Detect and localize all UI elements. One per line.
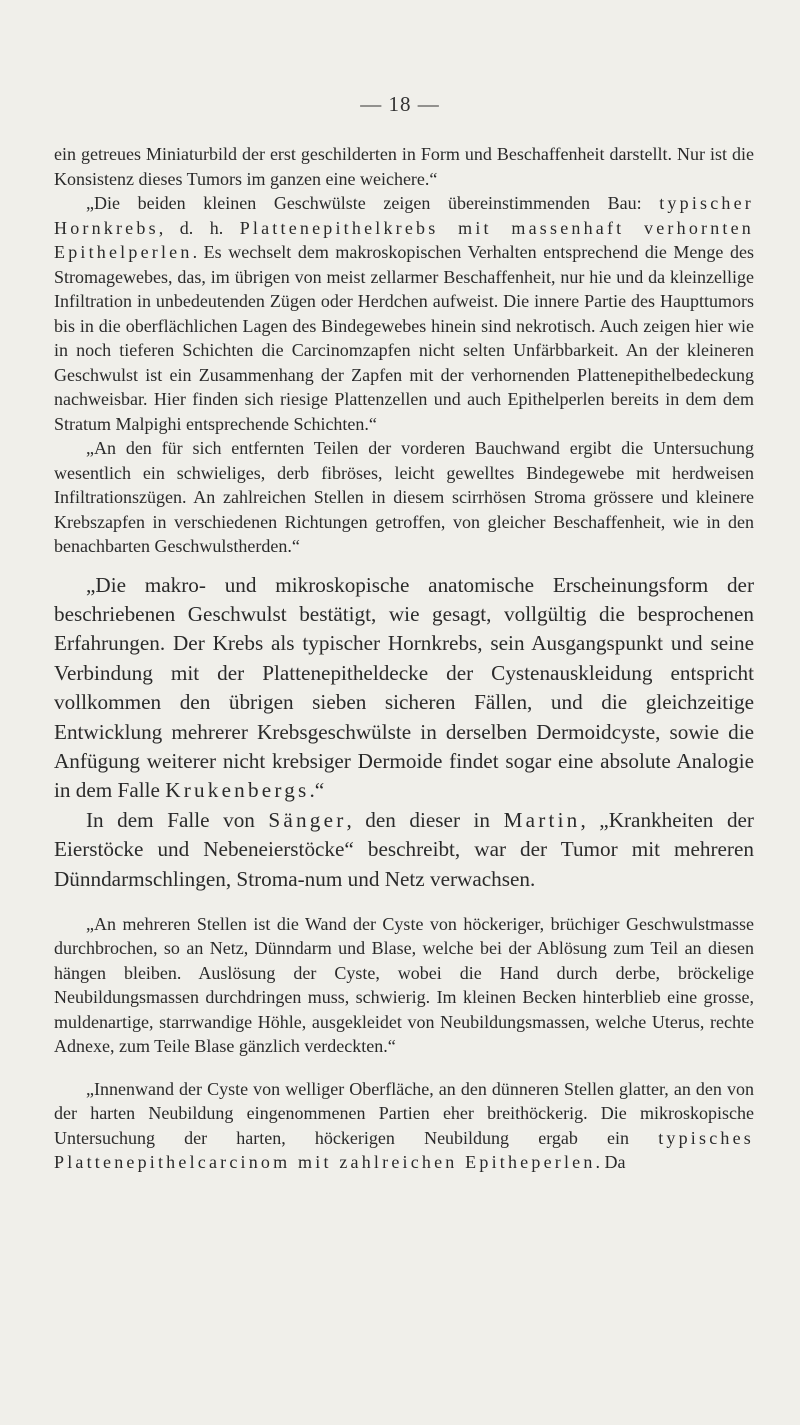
paragraph-3: „An den für sich entfernten Teilen der vorderen Bauchwand ergibt die Untersuchung wesentlich ein schwieliges, derb fibröses, leicht gewelltes Bindegewebe mit herdweisen Infiltrationszügen. An zahlreichen Stellen in diesem scirrhösen Stroma grössere und kleinere Krebszapfen in verschiedenen Richtungen getroffen, von gleicher Beschaffenheit, wie in den benachbarten Geschwulstherden.“ [54, 438, 754, 556]
paragraph-5-text-1: In dem Falle von [86, 807, 269, 832]
paragraph-5-spaced-1: Sänger [268, 807, 347, 832]
paragraph-7-text-1: „Innenwand der Cyste von welliger Oberfläche, an den dünneren Stellen glatter, an den von der harten Neubildung eingenommenen Partien eher breithöckerig. Die mikroskopische Untersuchung der harten, höckerigen Neubildung ergab ein [54, 1078, 754, 1148]
paragraph-2 [54, 191, 754, 436]
paragraph-2-spaced-2: Plattenepithelkrebs mit massenhaft verhornten Epithelperlen [54, 217, 755, 262]
body-text [54, 142, 754, 1175]
paragraph-2-spaced-1: typischer Hornkrebs [54, 193, 754, 238]
paragraph-1: ein getreues Miniaturbild der erst geschilderten in Form und Beschaffenheit darstellt. Nur ist die Konsistenz dieses Tumors im ganzen eine weichere.“ [54, 144, 754, 189]
paragraph-4-text-2: .“ [309, 778, 325, 803]
paragraph-5-text-3: , „Krankheiten der Eierstöcke und Nebeneierstöcke“ beschreibt, war der Tumor mit mehreren Dünndarmschlingen, Stroma-num und Netz verwachsen. [54, 807, 754, 891]
paragraph-4-text-1: „Die makro- und mikroskopische anatomische Erscheinungsform der beschriebenen Geschwulst bestätigt, wie gesagt, vollgültig die besprochenen Erfahrungen. Der Krebs als typischer Hornkrebs, sein Ausgangspunkt und seine Verbindung mit der Plattenepitheldecke der Cystenauskleidung entspricht vollkommen den übrigen sieben sicheren Fällen, und die gleichzeitige Entwicklung mehrerer Krebsgeschwülste in derselben Dermoidcyste, sowie die Anfügung weiterer nicht krebsiger Dermoide findet sogar eine absolute Analogie in dem Falle [54, 572, 754, 803]
paragraph-5 [54, 806, 754, 894]
paragraph-4 [54, 571, 754, 806]
paragraph-2-text-2: , d. h. [158, 217, 240, 238]
paragraph-6: „An mehreren Stellen ist die Wand der Cyste von höckeriger, brüchiger Geschwulstmasse durchbrochen, so an Netz, Dünndarm und Blase, welche bei der Ablösung zum Teil an diesen hängen bleiben. Auslösung der Cyste, wobei die Hand durch derbe, bröckelige Neubildungsmassen durchdringen muss, schwierig. Im kleinen Becken hinterblieb eine grosse, muldenartige, starrwandige Höhle, ausgekleidet von Neubildungsmassen, welche Uterus, rechte Adnexe, zum Teile Blase gänzlich verdeckten.“ [54, 913, 754, 1057]
page-number: — 18 — [360, 92, 440, 116]
paragraph-2-text-3: . Es wechselt dem makroskopischen Verhalten entsprechend die Menge des Stromagewebes, das, im übrigen von meist zellarmer Beschaffenheit, nur hie und da kleinzellige Infiltration in unbedeutenden Zügen oder Herdchen aufweist. Die innere Partie des Haupttumors bis in die oberflächlichen Lagen des Bindegewebes hinein sind nekrotisch. Auch zeigen hier wie in noch tieferen Schichten die Carcinomzapfen nicht selten Unfärbbarkeit. An der kleineren Geschwulst ist ein Zusammenhang der Zapfen mit der verhornenden Plattenepithelbedeckung nachweisbar. Hier finden sich riesige Plattenzellen und auch Epithelperlen bereits in dem dem Stratum Malpighi entsprechende Schichten.“ [54, 242, 754, 434]
paragraph-7-spaced-1: typisches Plattenepithelcarcinom mit zahlreichen Epitheperlen [54, 1127, 754, 1173]
paragraph-7 [54, 1077, 754, 1175]
paragraph-7-text-2: . Da [595, 1152, 626, 1173]
paragraph-5-text-2: , den dieser in [346, 807, 504, 832]
paragraph-4-spaced-1: Krukenbergs [165, 778, 310, 803]
paragraph-2-text-1: „Die beiden kleinen Geschwülste zeigen übereinstimmenden Bau: [86, 193, 660, 213]
paragraph-5-spaced-2: Martin [503, 807, 581, 832]
